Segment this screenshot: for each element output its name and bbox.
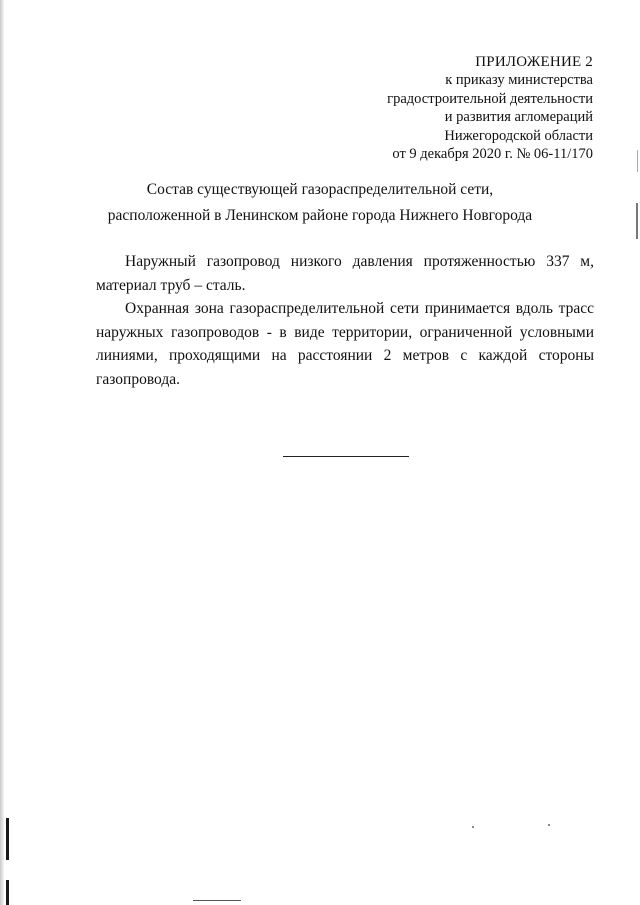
scan-speck <box>548 824 550 826</box>
document-title-line-1: Состав существующей газораспределительной сети, <box>146 181 494 198</box>
header-line: Нижегородской области <box>444 127 593 144</box>
order-reference: от 9 декабря 2020 г. № 06-11/170 <box>392 146 593 163</box>
header-line: градостроительной деятельности <box>387 90 593 107</box>
scan-artifact <box>193 900 241 901</box>
scan-artifact <box>6 880 9 905</box>
scan-artifact <box>636 203 638 239</box>
header-line: к приказу министерства <box>445 72 593 89</box>
scan-artifact <box>6 818 9 860</box>
scan-speck <box>472 826 474 828</box>
header-line: и развития агломераций <box>444 109 593 126</box>
document-title-line-2: расположенной в Ленинском районе города Нижнего Новгорода <box>107 207 533 224</box>
paragraph-protection-zone: Охранная зона газораспределительной сети принимается вдоль трасс наружных газопроводов - в виде территории, ограниченной условными линиями, проходящими на расстоянии 2 метров с каждой стороны газопровода. <box>96 300 594 388</box>
appendix-header <box>387 53 593 163</box>
end-divider <box>283 456 409 457</box>
appendix-number: ПРИЛОЖЕНИЕ 2 <box>475 54 593 70</box>
scan-edge <box>0 0 4 905</box>
paragraph-pipeline: Наружный газопровод низкого давления протяженностью 337 м, материал труб – сталь. <box>96 253 594 294</box>
scan-artifact <box>637 150 638 172</box>
